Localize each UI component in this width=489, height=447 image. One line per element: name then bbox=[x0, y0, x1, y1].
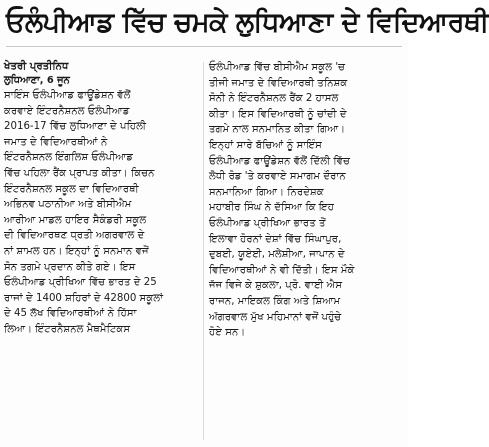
article-text-line: ਵਿੱਚ ਪਹਿਲਾ ਰੈਂਕ ਪ੍ਰਾਪਤ ਕੀਤਾ। ਕਿਚਨ bbox=[4, 167, 155, 179]
article-text-line: ਤੀਜੀ ਜਮਾਤ ਦੇ ਵਿਦਿਆਰਥੀ ਤਨਿਸ਼ਕ bbox=[209, 77, 348, 89]
headline-divider bbox=[6, 46, 402, 47]
article-text-line: ਆਰੀਆ ਮਾਡਲ ਹਾਇਰ ਸੈਕੰਡਰੀ ਸਕੂਲ bbox=[4, 214, 147, 226]
article-text-line: ਅੱਗਰਵਾਲ ਮੁੱਖ ਮਹਿਮਾਨਾਂ ਵਜੋਂ ਪਹੁੰਚੇ bbox=[209, 311, 342, 323]
article-text-line: ਓਲੰਪੀਆਡ ਪ੍ਰੀਖਿਆ ਭਾਰਤ ਤੋਂ bbox=[209, 217, 326, 229]
headline: ਓਲੰਪੀਆਡ ਵਿੱਚ ਚਮਕੇ ਲੁਧਿਆਣਾ ਦੇ ਵਿਦਿਆਰਥੀ bbox=[6, 7, 489, 38]
article-column-left bbox=[4, 60, 200, 338]
dateline: ਲੁਧਿਆਣਾ, 6 ਜੂਨ bbox=[4, 75, 70, 86]
article-text-line: ਸੋਨ ਤਗਮੇ ਪ੍ਰਦਾਨ ਕੀਤੇ ਗਏ। ਇਸ bbox=[4, 261, 136, 273]
article-text-line: ਓਲੰਪੀਆਡ ਫਾਊਂਡੇਸ਼ਨ ਵੱਲੋਂ ਦਿੱਲੀ ਵਿੱਚ bbox=[209, 155, 350, 167]
byline: ਖੇਤਰੀ ਪ੍ਰਤੀਨਿਧ bbox=[4, 61, 69, 72]
left-column-body bbox=[4, 88, 200, 338]
article-text-line: ਅਭਿਨਵ ਪਠਾਨੀਆ ਅਤੇ ਬੀਸੀਐਮ bbox=[4, 199, 132, 211]
article-text-line: ਇਨ੍ਹਾਂ ਸਾਰੇ ਬੱਚਿਆਂ ਨੂੰ ਸਾਇੰਸ bbox=[209, 139, 322, 151]
article-text-line: ਰਾਜਨ, ਮਾਇਕਲ ਕਿੰਗ ਅਤੇ ਸ਼ਿਆਮ bbox=[209, 295, 341, 307]
article-text-line: ਦੇ 45 ਲੱਖ ਵਿਦਿਆਰਥੀਆਂ ਨੇ ਹਿੱਸਾ bbox=[4, 308, 137, 320]
article-text-line: ਕਰਵਾਏ ਇੰਟਰਨੈਸ਼ਨਲ ਓਲੰਪੀਆਡ bbox=[4, 105, 130, 117]
article-text-line: ਵਿਦਿਆਰਥੀਆਂ ਨੇ ਵੀ ਦਿੱਤੀ। ਇਸ ਮੌਕੇ bbox=[209, 264, 355, 276]
article-text-line: ਮਹਾਬੀਰ ਸਿੰਘ ਨੇ ਦੱਸਿਆ ਕਿ ਇਹ bbox=[209, 202, 335, 214]
article-text-line: ਲੋਧੀ ਰੋਡ 'ਤੇ ਕਰਵਾਏ ਸਮਾਗਮ ਦੌਰਾਨ bbox=[209, 171, 346, 183]
article-text-line: ਸਾਇੰਸ ਓਲੰਪੀਆਡ ਫਾਊਂਡੇਸ਼ਨ ਵੱਲੋਂ bbox=[4, 90, 131, 101]
article-column-right bbox=[209, 60, 405, 341]
article-text-line: ਕੀਤਾ। ਇਸ ਵਿਦਿਆਰਥੀ ਨੂੰ ਚਾਂਦੀ ਦੇ bbox=[209, 108, 347, 120]
article-text-line: 2016-17 ਵਿੱਚ ਲੁਧਿਆਣਾ ਦੇ ਪਹਿਲੀ bbox=[4, 121, 147, 133]
article-text-line: ਹੋਏ ਸਨ। bbox=[209, 327, 246, 339]
article-text-line: ਸਨਮਾਨਿਆ ਗਿਆ। ਨਿਰਦੇਸ਼ਕ bbox=[209, 186, 324, 198]
article-text-line: ਰਾਜਾਂ ਦੇ 1400 ਸ਼ਹਿਰਾਂ ਦੇ 42800 ਸਕੂਲਾਂ bbox=[4, 292, 164, 304]
article-text-line: ਸੋਨੀ ਨੇ ਇੰਟਰਨੈਸ਼ਨਲ ਰੈਂਕ 2 ਹਾਸਲ bbox=[209, 93, 339, 105]
article-text-line: ਇੰਟਰਨੈਸ਼ਨਲ ਸਕੂਲ ਦਾ ਵਿਦਿਆਰਥੀ bbox=[4, 183, 139, 195]
article-text-line: ਇੰਟਰਨੈਸ਼ਨਲ ਇੰਗਲਿਸ਼ ਓਲੰਪੀਆਡ bbox=[4, 152, 134, 164]
article-text-line: ਦੀ ਵਿਦਿਆਰਥਣ ਧ੍ਰਤੀ ਅਗਰਵਾਲ ਦੇ bbox=[4, 230, 145, 242]
right-column-body bbox=[209, 60, 405, 341]
article-text-line: ਓਲੰਪੀਆਡ ਵਿੱਚ ਬੀਸੀਐਮ ਸਕੂਲ 'ਚ bbox=[209, 62, 345, 73]
article-text-line: ਇਲਾਵਾ ਹੋਰਨਾਂ ਦੇਸ਼ਾਂ ਵਿੱਚ ਸਿੰਘਾਪੁਰ, bbox=[209, 233, 342, 245]
article-text-line: ਓਲੰਪੀਆਡ ਪ੍ਰੀਖਿਆ ਵਿੱਚ ਭਾਰਤ ਦੇ 25 bbox=[4, 277, 157, 289]
column-divider bbox=[203, 62, 204, 440]
article-text-line: ਦੁਬਈ, ਯੂਏਈ, ਮਲੇਸ਼ੀਆ, ਜਾਪਾਨ ਦੇ bbox=[209, 249, 345, 261]
article-text-line: ਲਿਆ। ਇੰਟਰਨੈਸ਼ਨਲ ਮੈਥਮੈਟਿਕਸ bbox=[4, 323, 131, 335]
article-text-line: ਜੱਜ ਵਿਜੇ ਕੇ ਸ਼ੁਕਲਾ, ਪ੍ਰੋ. ਵਾਈ ਐਸ bbox=[209, 280, 343, 292]
article-text-line: ਜਮਾਤ ਦੇ ਵਿਦਿਆਰਥੀਆਂ ਨੇ bbox=[4, 136, 108, 148]
article-text-line: ਤਗਮੇ ਨਾਲ ਸਨਮਾਨਿਤ ਕੀਤਾ ਗਿਆ। bbox=[209, 124, 346, 136]
article-text-line: ਨਾਂ ਸ਼ਾਮਲ ਹਨ। ਇਨ੍ਹਾਂ ਨੂੰ ਸਨਮਾਨ ਵਜੋਂ bbox=[4, 245, 149, 257]
